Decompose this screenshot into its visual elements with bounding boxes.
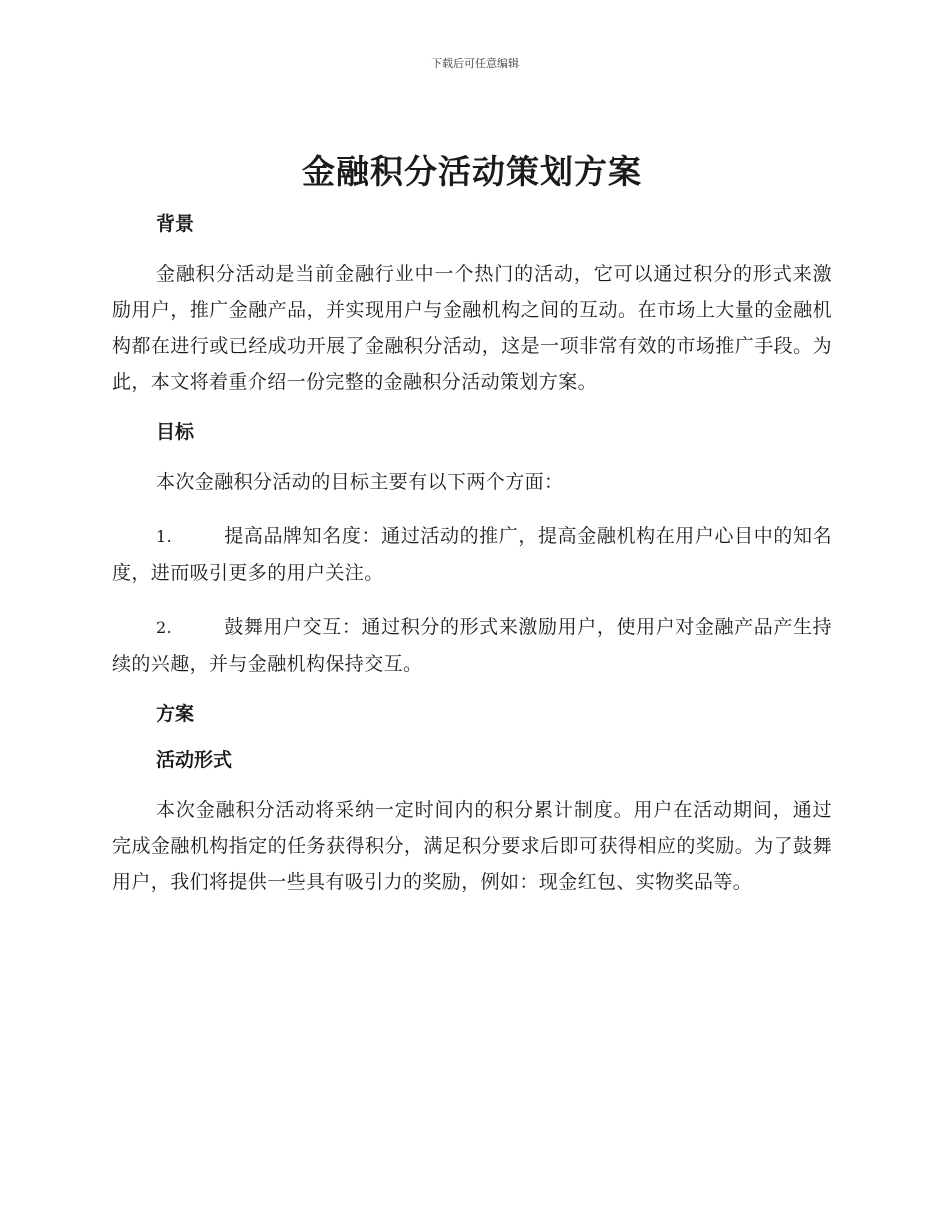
list-item-text: 鼓舞用户交互：通过积分的形式来激励用户，使用户对金融产品产生持续的兴趣，并与金融机构保持交互。 (112, 616, 832, 675)
subsection-heading-activity-format: 活动形式 (156, 749, 233, 771)
list-item (112, 518, 832, 591)
section-heading-plan: 方案 (156, 703, 195, 725)
list-item-number: 2. (156, 618, 173, 637)
document-title: 金融积分活动策划方案 (302, 152, 642, 191)
section-heading-goal: 目标 (156, 421, 195, 443)
paragraph-goal-intro: 本次金融积分活动的目标主要有以下两个方面： (156, 471, 564, 493)
section-heading-background: 背景 (156, 213, 195, 235)
document-body (112, 148, 832, 918)
paragraph-activity-format: 本次金融积分活动将采纳一定时间内的积分累计制度。用户在活动期间，通过完成金融机构指定的任务获得积分，满足积分要求后即可获得相应的奖励。为了鼓舞用户，我们将提供一些具有吸引力的奖励，例如：现金红包、实物奖品等。 (112, 799, 832, 893)
list-item-text: 提高品牌知名度：通过活动的推广，提高金融机构在用户心目中的知名度，进而吸引更多的用户关注。 (112, 525, 832, 584)
list-item (112, 609, 832, 682)
list-item-number: 1. (156, 527, 173, 546)
page-header-note: 下载后可任意编辑 (431, 57, 519, 70)
paragraph-background: 金融积分活动是当前金融行业中一个热门的活动，它可以通过积分的形式来激励用户，推广金融产品，并实现用户与金融机构之间的互动。在市场上大量的金融机构都在进行或已经成功开展了金融积分活动，这是一项非常有效的市场推广手段。为此，本文将着重介绍一份完整的金融积分活动策划方案。 (112, 263, 832, 393)
